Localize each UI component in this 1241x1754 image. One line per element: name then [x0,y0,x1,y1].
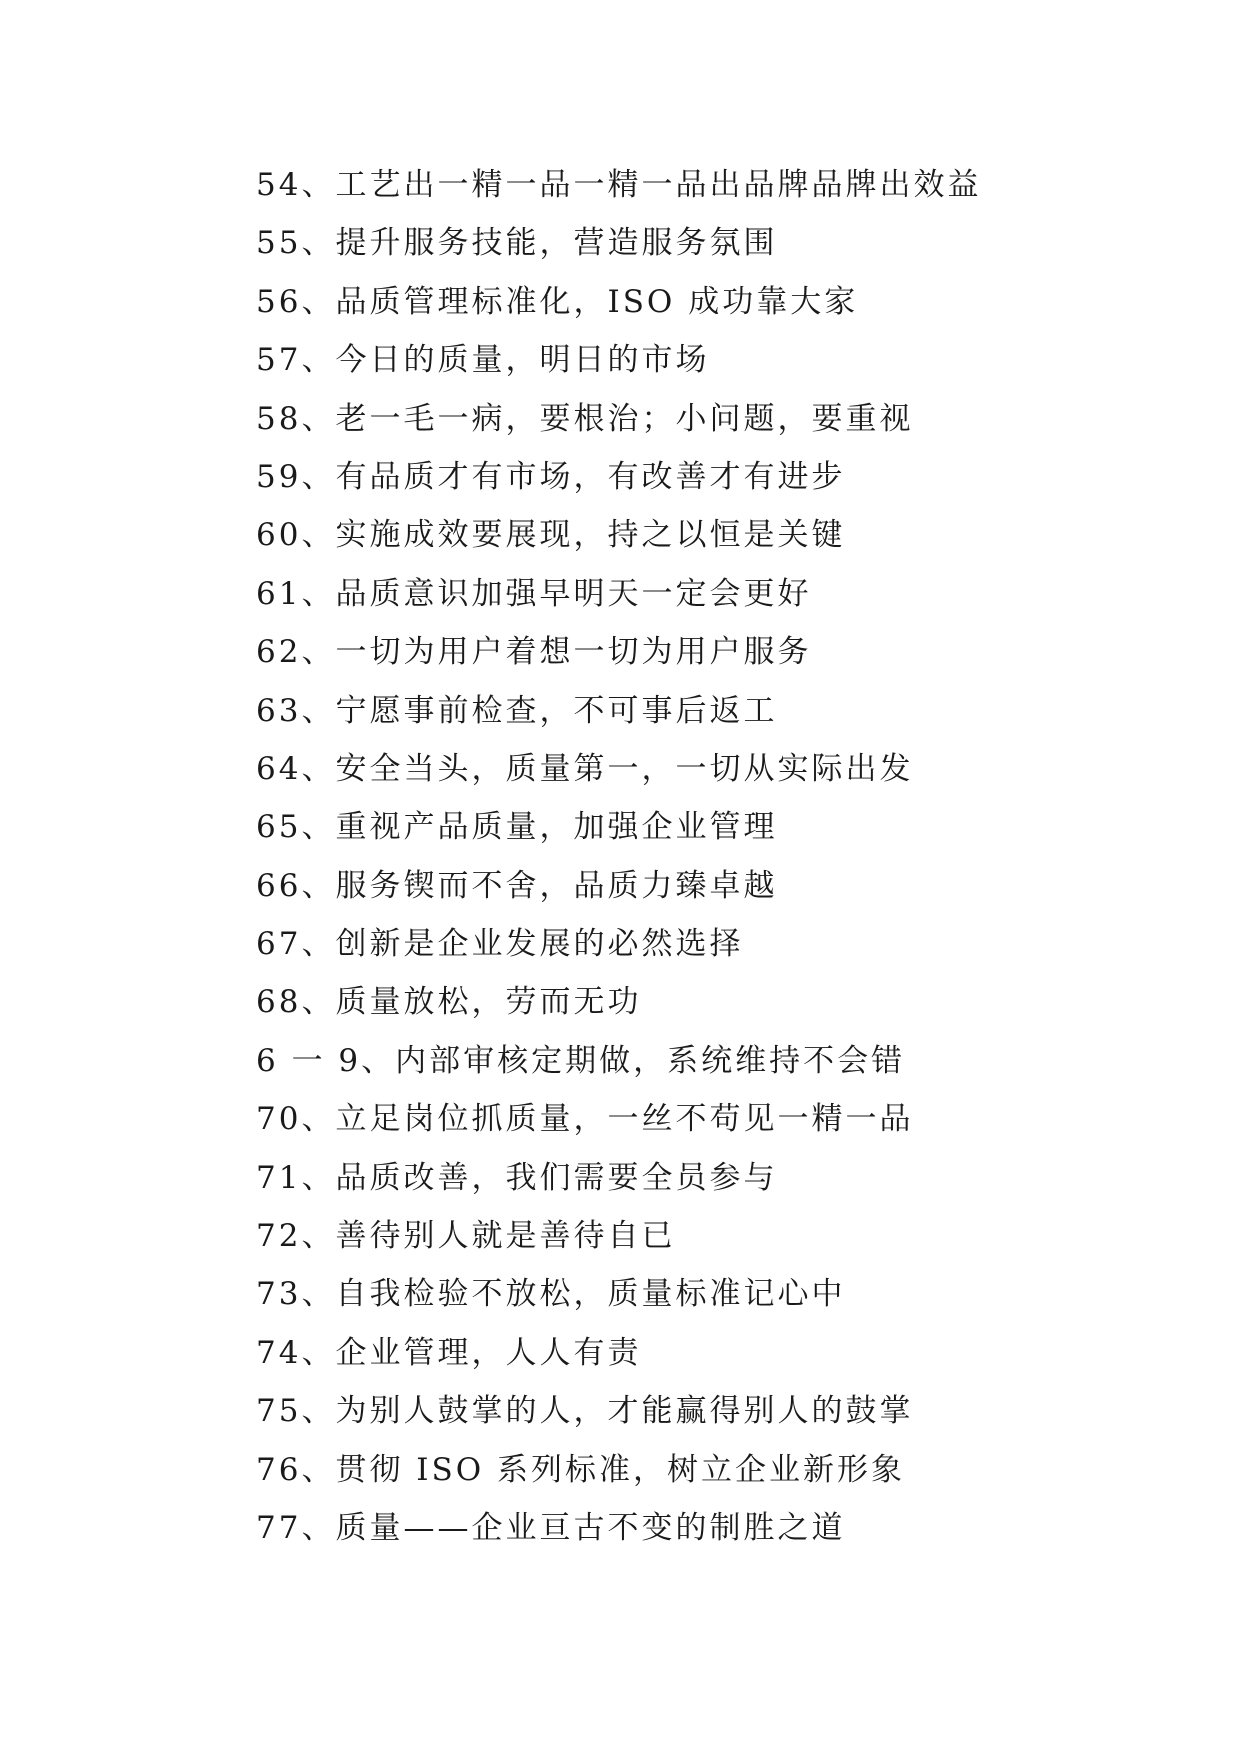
list-item: 77、质量——企业亘古不变的制胜之道 [256,1509,846,1546]
list-item: 54、工艺出一精一品一精一品出品牌品牌出效益 [256,167,982,203]
list-item: 63、宁愿事前检查，不可事后返工 [256,692,778,729]
list-item: 67、创新是企业发展的必然选择 [256,926,744,963]
list-item: 65、重视产品质量，加强企业管理 [256,809,778,846]
list-item: 6 一 9、内部审核定期做，系统维持不会错 [256,1042,906,1079]
list-item: 75、为别人鼓掌的人，才能赢得别人的鼓掌 [256,1393,914,1430]
list-item: 55、提升服务技能，营造服务氛围 [256,225,778,262]
list-item: 71、品质改善，我们需要全员参与 [256,1159,778,1196]
slogan-list [256,156,981,1557]
list-item: 57、今日的质量，明日的市场 [256,342,710,379]
list-item: 73、自我检验不放松，质量标准记心中 [256,1276,846,1313]
list-item: 58、老一毛一病，要根治；小问题，要重视 [256,400,914,437]
list-item: 66、服务锲而不舍，品质力臻卓越 [256,867,778,904]
list-item: 72、善待别人就是善待自已 [256,1218,676,1255]
list-item: 68、质量放松，劳而无功 [256,984,642,1021]
list-item: 74、企业管理，人人有责 [256,1334,642,1371]
list-item: 64、安全当头，质量第一，一切从实际出发 [256,750,914,787]
list-item: 70、立足岗位抓质量，一丝不苟见一精一品 [256,1101,914,1138]
list-item: 76、贯彻 ISO 系列标准，树立企业新形象 [256,1451,906,1488]
list-item: 60、实施成效要展现，持之以恒是关键 [256,517,846,554]
list-item: 61、品质意识加强早明天一定会更好 [256,575,812,612]
list-item: 59、有品质才有市场，有改善才有进步 [256,458,846,495]
list-item: 62、一切为用户着想一切为用户服务 [256,634,812,671]
list-item: 56、品质管理标准化，ISO 成功靠大家 [256,283,859,320]
